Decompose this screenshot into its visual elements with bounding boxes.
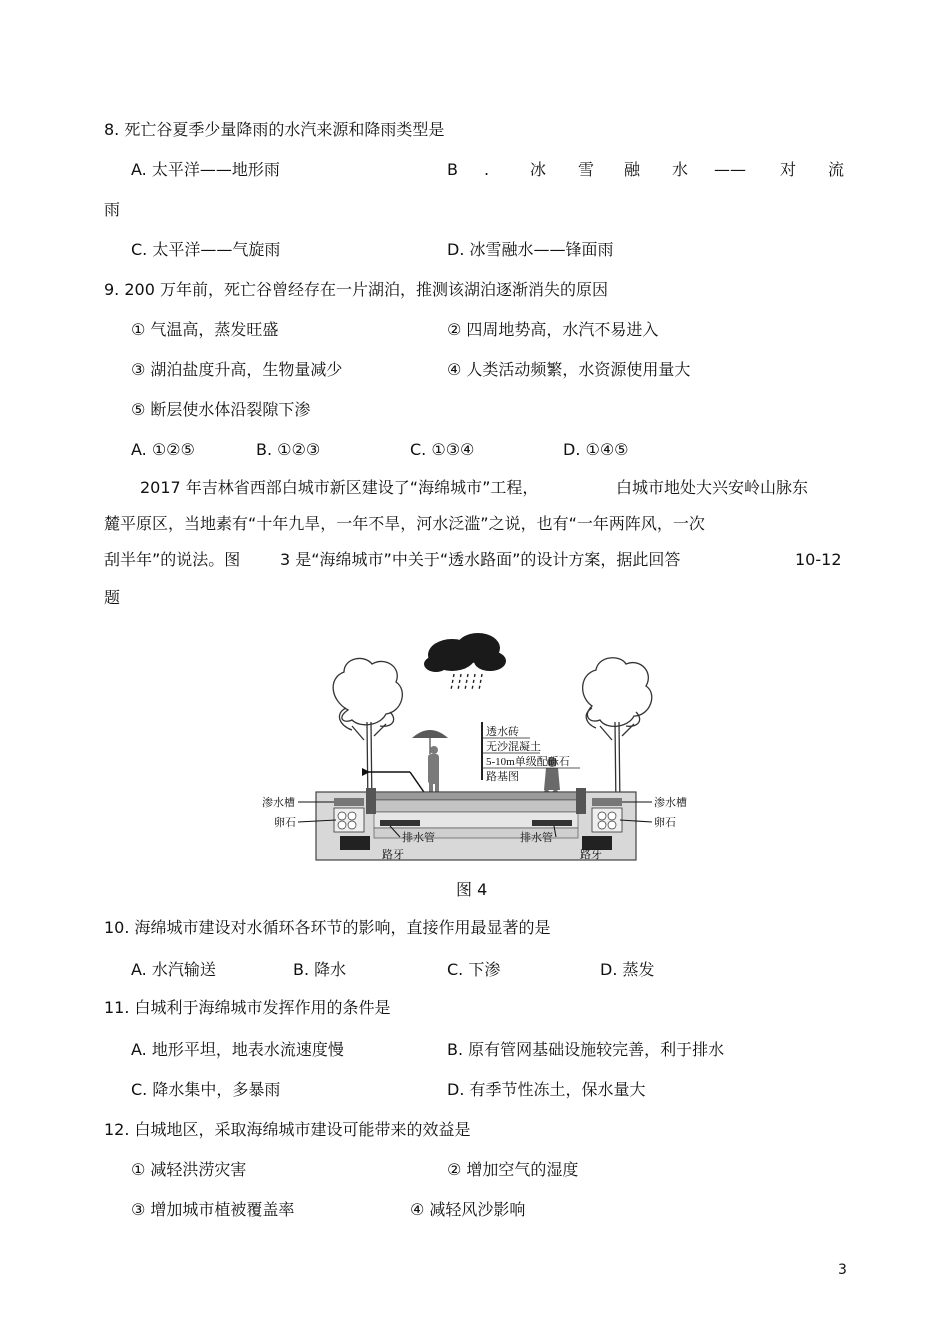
q9-option-b: B. ①②③ bbox=[256, 440, 321, 459]
passage-line-3b: 3 是“海绵城市”中关于“透水路面”的设计方案，据此回答 bbox=[280, 550, 681, 569]
passage-line-2: 麓平原区，当地素有“十年九旱，一年不旱，河水泛滥”之说，也有“一年两阵风，一次 bbox=[104, 514, 705, 533]
q9-statement-4: ④ 人类活动频繁，水资源使用量大 bbox=[447, 360, 691, 379]
q11-option-b: B. 原有管网基础设施较完善，利于排水 bbox=[447, 1040, 725, 1059]
q11-option-a: A. 地形平坦，地表水流速度慢 bbox=[131, 1040, 344, 1059]
q8-option-b-2: . bbox=[484, 160, 490, 179]
q8-option-b-8: 对 bbox=[780, 160, 797, 179]
q8-option-b-wrap: 雨 bbox=[104, 200, 121, 219]
person-with-umbrella bbox=[412, 730, 448, 798]
figure-caption: 图 4 bbox=[456, 880, 488, 899]
q8-option-b-6: 水 bbox=[672, 160, 689, 179]
q10-option-a: A. 水汽输送 bbox=[131, 960, 216, 979]
passage-line-1b: 白城市地处大兴安岭山脉东 bbox=[616, 478, 809, 497]
q10-stem: 10. 海绵城市建设对水循环各环节的影响，直接作用最显著的是 bbox=[104, 918, 551, 937]
right-curb-label: 路牙 bbox=[580, 849, 602, 861]
q12-statement-2: ② 增加空气的湿度 bbox=[447, 1160, 579, 1179]
q8-stem: 8. 死亡谷夏季少量降雨的水汽来源和降雨类型是 bbox=[104, 120, 445, 139]
q12-statement-4: ④ 减轻风沙影响 bbox=[410, 1200, 526, 1219]
q8-option-b-7: —— bbox=[714, 160, 746, 179]
q8-option-a: A. 太平洋——地形雨 bbox=[131, 160, 280, 179]
right-tree bbox=[583, 658, 652, 810]
right-pipe-label: 排水管 bbox=[520, 832, 553, 844]
passage-line-4: 题 bbox=[104, 588, 121, 607]
passage-line-1a: 2017 年吉林省西部白城市新区建设了“海绵城市”工程， bbox=[140, 478, 539, 497]
q9-option-c: C. ①③④ bbox=[410, 440, 475, 459]
page-number: 3 bbox=[838, 1262, 847, 1278]
q8-option-b-5: 融 bbox=[624, 160, 641, 179]
q11-option-d: D. 有季节性冻土，保水量大 bbox=[447, 1080, 646, 1099]
q9-statement-5: ⑤ 断层使水体沿裂隙下渗 bbox=[131, 400, 311, 419]
q8-option-c: C. 太平洋——气旋雨 bbox=[131, 240, 281, 259]
q8-option-b-4: 雪 bbox=[578, 160, 595, 179]
layer-legend bbox=[481, 722, 580, 783]
left-tree bbox=[333, 658, 402, 810]
legend-item-1: 透水砖 bbox=[486, 726, 519, 738]
q11-option-c: C. 降水集中，多暴雨 bbox=[131, 1080, 281, 1099]
left-pebble-label: 卵石 bbox=[274, 817, 296, 829]
right-ditch-label: 渗水槽 bbox=[654, 797, 687, 809]
left-pipe-label: 排水管 bbox=[402, 832, 435, 844]
passage-line-3a: 刮半年”的说法。图 bbox=[104, 550, 241, 569]
right-pebble-label: 卵石 bbox=[654, 817, 676, 829]
q11-stem: 11. 白城利于海绵城市发挥作用的条件是 bbox=[104, 998, 391, 1017]
legend-item-4: 路基图 bbox=[486, 771, 519, 783]
passage-line-3c: 10-12 bbox=[795, 550, 842, 569]
q9-option-d: D. ①④⑤ bbox=[563, 440, 629, 459]
q9-option-a: A. ①②⑤ bbox=[131, 440, 195, 459]
q8-option-b-9: 流 bbox=[828, 160, 845, 179]
q10-option-d: D. 蒸发 bbox=[600, 960, 655, 979]
q10-option-c: C. 下渗 bbox=[447, 960, 501, 979]
q9-statement-1: ① 气温高，蒸发旺盛 bbox=[131, 320, 279, 339]
legend-item-3: 5-10m单级配砾石 bbox=[486, 756, 570, 768]
q9-statement-2: ② 四周地势高，水汽不易进入 bbox=[447, 320, 659, 339]
q8-option-d: D. 冰雪融水——锋面雨 bbox=[447, 240, 614, 259]
q12-statement-3: ③ 增加城市植被覆盖率 bbox=[131, 1200, 295, 1219]
left-ditch-label: 渗水槽 bbox=[262, 797, 295, 809]
permeable-pavement-diagram bbox=[240, 630, 710, 865]
legend-item-2: 无沙混凝土 bbox=[486, 741, 541, 753]
rain-cloud-icon bbox=[424, 633, 506, 690]
q12-statement-1: ① 减轻洪涝灾害 bbox=[131, 1160, 247, 1179]
q10-option-b: B. 降水 bbox=[293, 960, 347, 979]
q12-stem: 12. 白城地区，采取海绵城市建设可能带来的效益是 bbox=[104, 1120, 471, 1139]
q8-option-b-1: B bbox=[447, 160, 458, 179]
q9-stem: 9. 200 万年前，死亡谷曾经存在一片湖泊，推测该湖泊逐渐消失的原因 bbox=[104, 280, 608, 299]
left-curb-label: 路牙 bbox=[382, 849, 404, 861]
q8-option-b-3: 冰 bbox=[530, 160, 547, 179]
q9-statement-3: ③ 湖泊盐度升高，生物量减少 bbox=[131, 360, 343, 379]
